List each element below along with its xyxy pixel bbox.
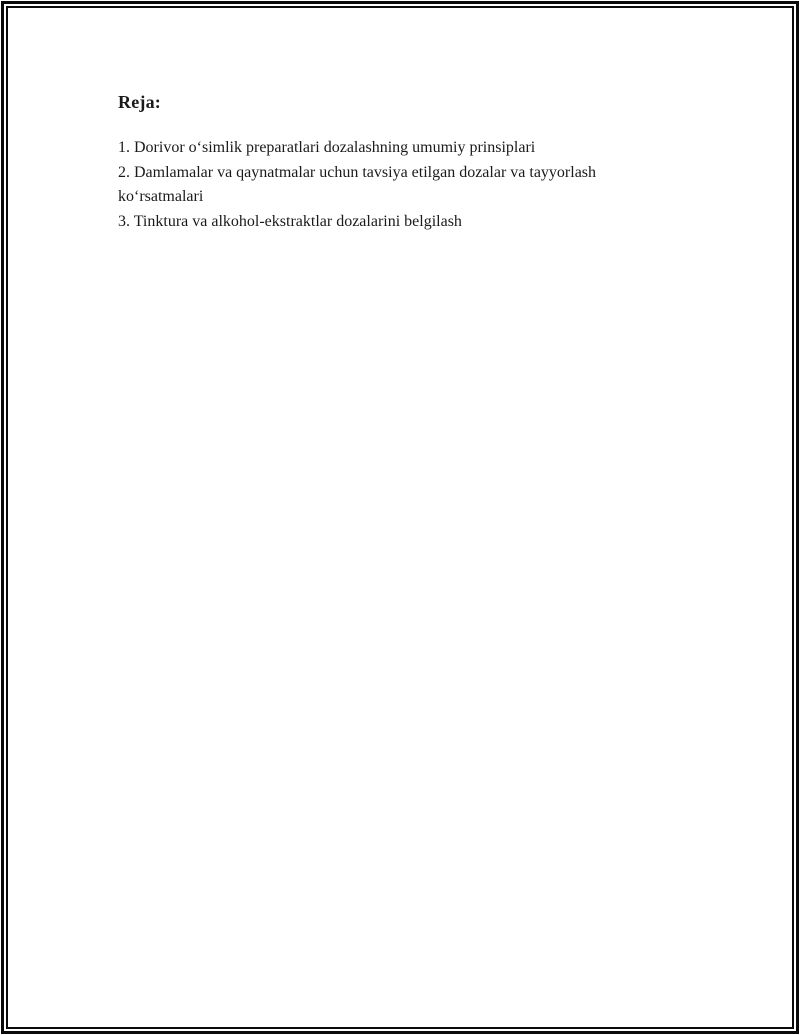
list-item: 3. Tinktura va alkohol-ekstraktlar dozalarini belgilash — [118, 213, 462, 231]
page-border-outer — [1, 1, 799, 1034]
document-content — [118, 90, 674, 235]
page-border-inner — [6, 6, 794, 1029]
page-title: Reja: — [118, 92, 161, 112]
list-item: 2. Damlamalar va qaynatmalar uchun tavsiya etilgan dozalar va tayyorlash ko‘rsatmalari — [118, 163, 597, 206]
plan-list — [118, 136, 674, 235]
list-item: 1. Dorivor o‘simlik preparatlari dozalashning umumiy prinsiplari — [118, 139, 536, 156]
